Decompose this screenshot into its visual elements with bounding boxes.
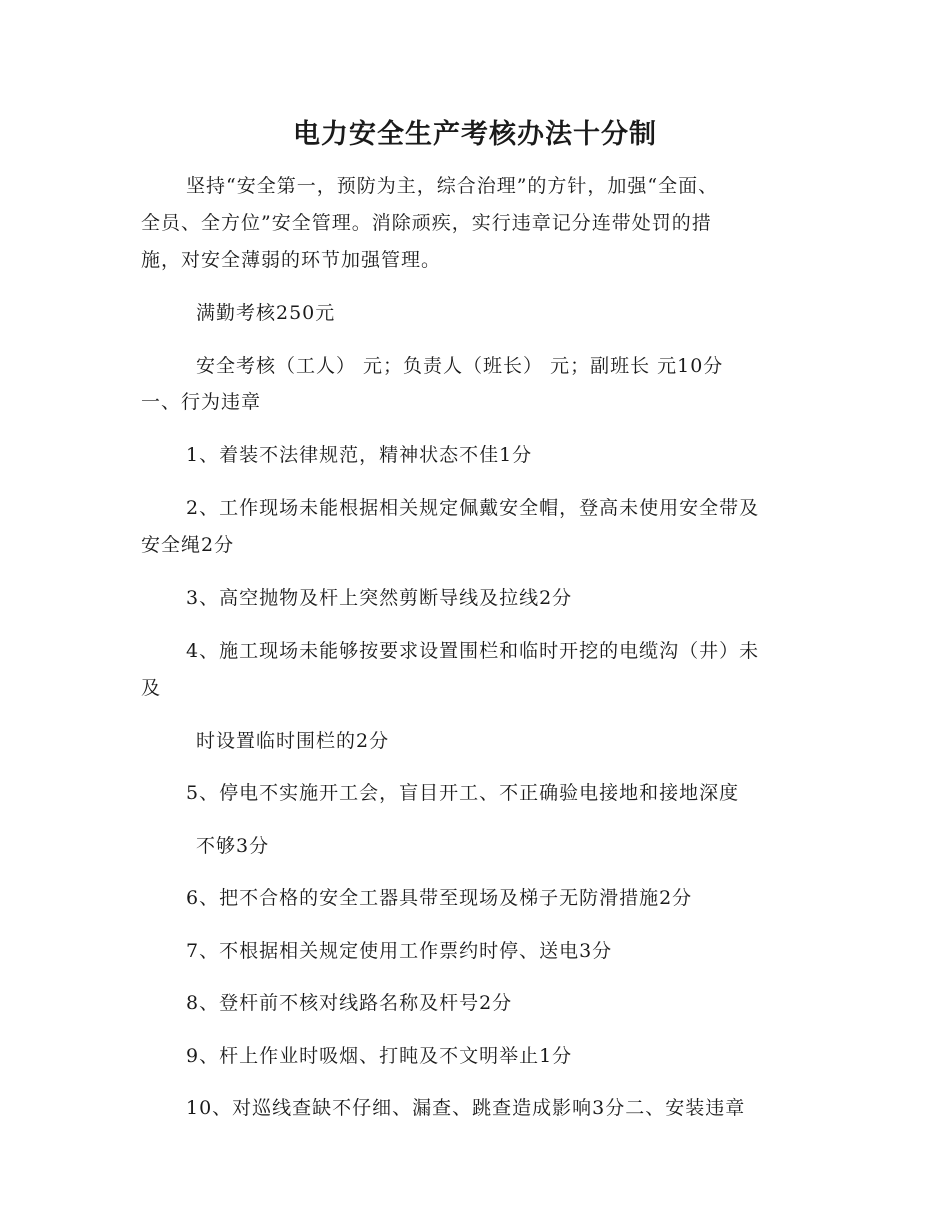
- list-item: 5、停电不实施开工会，盲目开工、不正确验电接地和接地深度: [186, 782, 740, 804]
- list-item: 1、着装不法律规范，精神状态不佳1分: [186, 444, 533, 466]
- paragraph-line: 坚持“安全第一，预防为主，综合治理”的方针，加强“全面、: [186, 175, 719, 197]
- list-item: 7、不根据相关规定使用工作票约时停、送电3分: [186, 940, 613, 962]
- section-heading: 一、行为违章: [141, 391, 262, 413]
- list-item: 8、登杆前不核对线路名称及杆号2分: [186, 992, 513, 1014]
- document-title: 电力安全生产考核办法十分制: [293, 119, 657, 150]
- list-item: 6、把不合格的安全工器具带至现场及梯子无防滑措施2分: [186, 887, 693, 909]
- full-attendance-line: 满勤考核250元: [196, 302, 336, 324]
- list-item: 2、工作现场未能根据相关规定佩戴安全帽，登高未使用安全带及: [186, 497, 760, 519]
- paragraph-line: 施，对安全薄弱的环节加强管理。: [141, 249, 442, 271]
- list-item-continuation: 及: [141, 677, 162, 699]
- list-item: 3、高空抛物及杆上突然剪断导线及拉线2分: [186, 587, 573, 609]
- list-item-continuation: 安全绳2分: [141, 534, 235, 556]
- list-item-continuation: 不够3分: [196, 835, 270, 857]
- list-item: 4、施工现场未能够按要求设置围栏和临时开挖的电缆沟（井）未: [186, 640, 760, 662]
- list-item-continuation: 时设置临时围栏的2分: [196, 730, 390, 752]
- paragraph-line: 全员、全方位”安全管理。消除顽疾，实行违章记分连带处罚的措: [141, 212, 712, 234]
- safety-assessment-line: 安全考核（工人） 元；负责人（班长） 元；副班长 元10分: [196, 355, 724, 377]
- list-item: 9、杆上作业时吸烟、打盹及不文明举止1分: [186, 1045, 573, 1067]
- list-item: 10、对巡线查缺不仔细、漏查、跳查造成影响3分二、安装违章: [186, 1097, 746, 1119]
